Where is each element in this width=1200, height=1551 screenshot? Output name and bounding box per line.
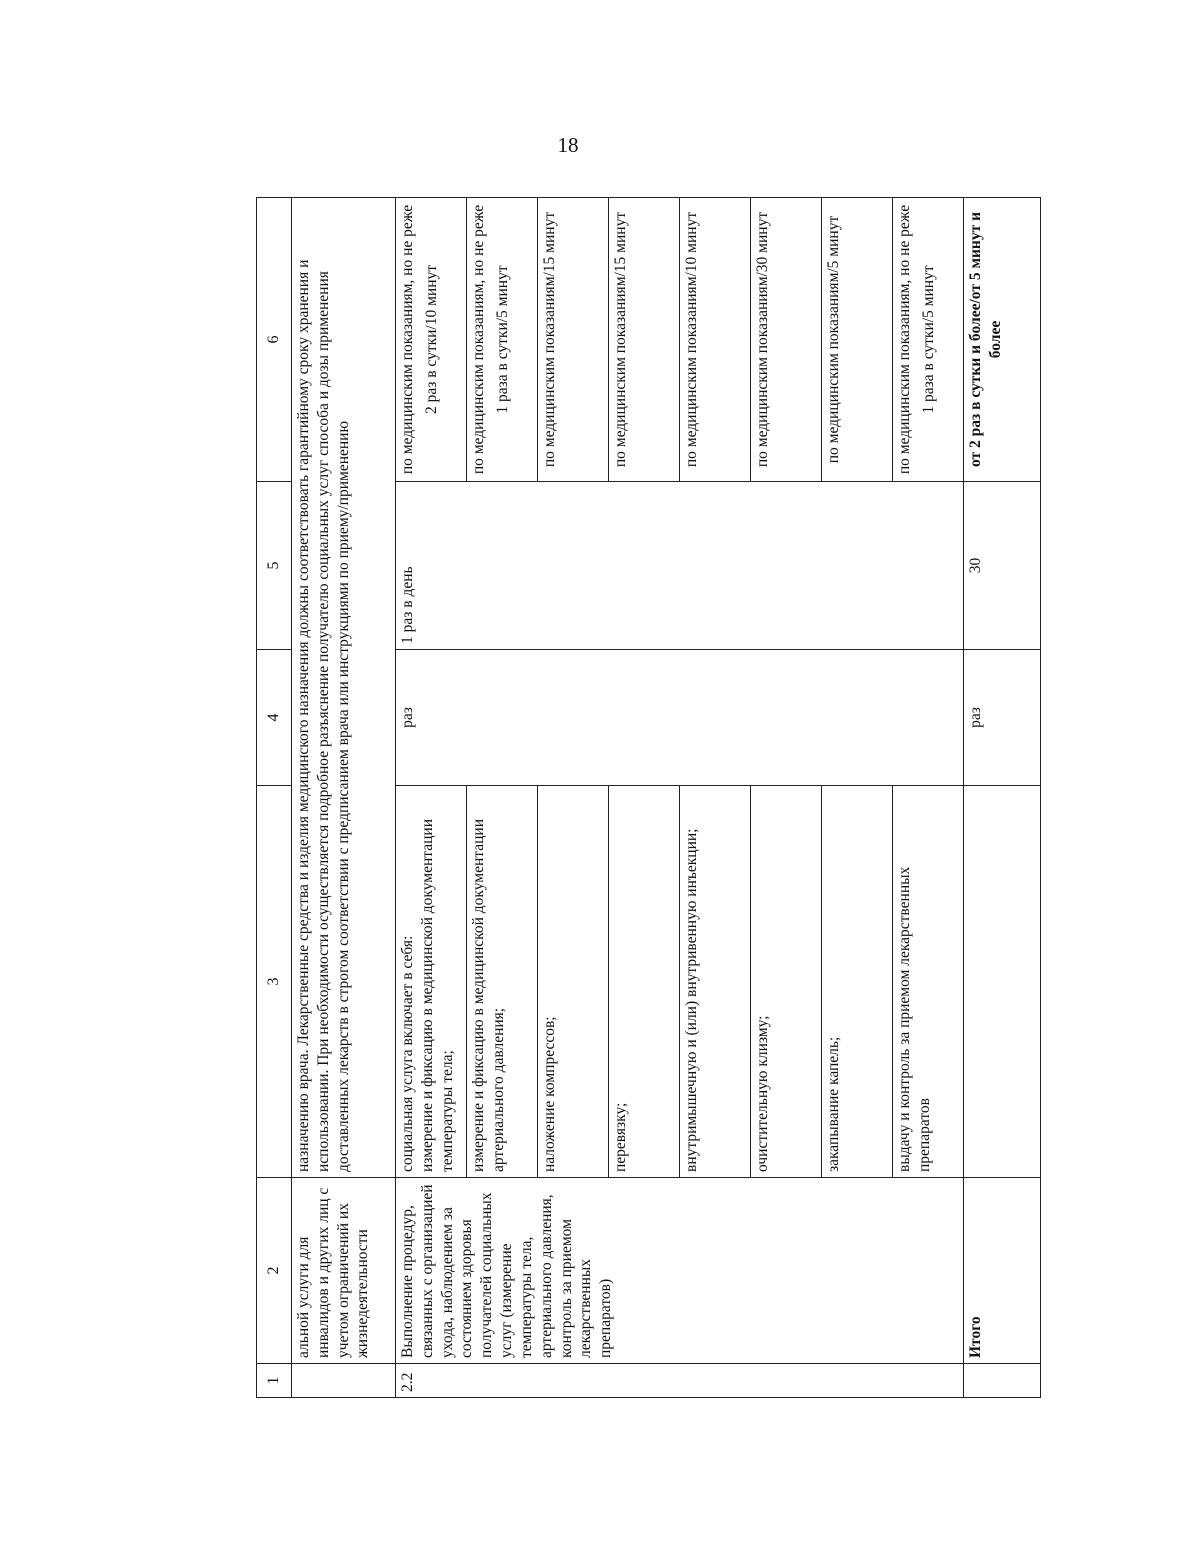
column-number: 6 [257,198,292,482]
total-value: 30 [964,482,1041,650]
empty-cell [964,786,1041,1178]
rotated-table [256,198,1036,1398]
service-item-desc [396,786,467,1178]
item-time [467,198,538,482]
item-description: наложение компрессов; [538,786,609,1178]
column-number: 3 [257,786,292,1178]
item-description: закапывание капель; [822,786,893,1178]
service-name: Выполнение процедур, связанных с организацией ухода, наблюдением за состоянием здоровья получателей социальных услуг (измерение температуры тела, артериального давления, контроль за приемом лекарственных препаратов) [396,1178,964,1364]
time-line: 1 раза в сутки/5 минут [493,265,511,414]
item-time: по медицинским показаниям/15 минут [609,198,680,482]
item-description: внутримышечную и (или) внутривенную инъекции; [680,786,751,1178]
continuation-note: назначению врача. Лекарственные средства и изделия медицинского назначения должны соответствовать гарантийному сроку хранения и использовании. При необходимости осуществляется подробное разъяснение получателю социальных услуг способа и дозы применения доставленных лекарств в строгом соответствии с предписанием врача или инструкциями по приему/применению [292,198,396,1178]
time-line: по медицинским показаниям, но не реже [896,204,913,475]
column-number: 2 [257,1178,292,1364]
services-table [256,197,1041,1398]
time-line: 1 раза в сутки/5 минут [919,265,937,414]
service-number: 2.2 [396,1364,964,1398]
item-time: по медицинским показаниям/10 минут [680,198,751,482]
item-description: измерение и фиксацию в медицинской документации температуры тела; [418,819,456,1172]
item-time: по медицинским показаниям/30 минут [751,198,822,482]
column-number: 5 [257,482,292,650]
time-line: по медицинским показаниям, но не реже [470,204,487,475]
service-frequency: 1 раз в день [396,482,964,650]
time-line: 2 раз в сутки/10 минут [422,264,440,415]
total-row [964,198,1041,1398]
item-description: перевязку; [609,786,680,1178]
empty-cell [964,1364,1041,1398]
item-time [396,198,467,482]
service-intro: социальная услуга включает в себя: [399,935,416,1172]
time-line: по медицинским показаниям, но не реже [399,204,416,475]
rotated-table-container [256,198,1036,1398]
item-description: измерение и фиксацию в медицинской документации артериального давления; [467,786,538,1178]
column-number: 4 [257,650,292,786]
total-unit: раз [964,650,1041,786]
item-time: по медицинским показаниям/15 минут [538,198,609,482]
item-time [893,198,964,482]
continuation-service-name: альной услуги для инвалидов и других лиц с учетом ограничений их жизнедеятельности [292,1178,396,1364]
column-number: 1 [257,1364,292,1398]
total-label: Итого [964,1178,1041,1364]
item-description: выдачу и контроль за приемом лекарственных препаратов [893,786,964,1178]
service-unit: раз [396,650,964,786]
empty-cell [292,1364,396,1398]
item-time: по медицинским показаниям/5 минут [822,198,893,482]
continuation-row [292,198,396,1398]
page-number: 18 [557,133,579,157]
total-time: от 2 раз в сутки и более/от 5 минут и более [964,198,1041,482]
column-number-row [257,198,292,1398]
item-description: очистительную клизму; [751,786,822,1178]
table-row [396,198,467,1398]
